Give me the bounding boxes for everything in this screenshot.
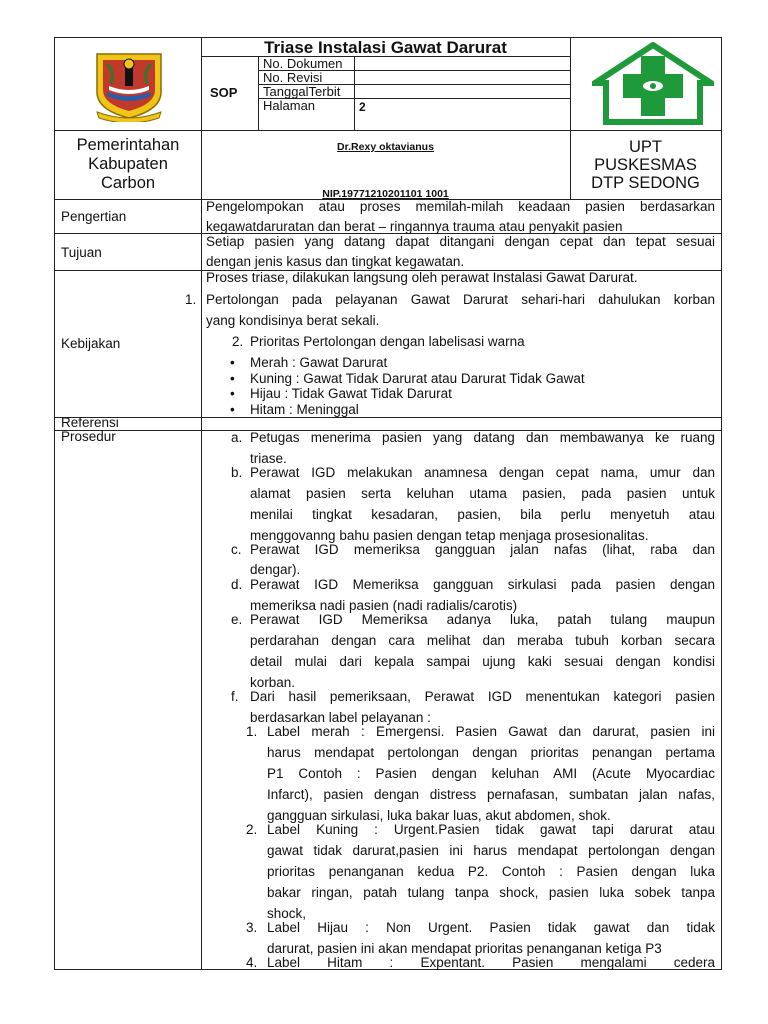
label-item-line: P1 Contoh : Pasien dengan keluhan AMI (Acute Myocardiac	[267, 766, 715, 781]
prosedur-line: dengar).	[250, 562, 301, 577]
prosedur-marker: e.	[231, 612, 243, 627]
section-label-kebijakan: Kebijakan	[61, 336, 121, 351]
tujuan-line: dengan jenis kasus dan tingkat kegawatan.	[206, 254, 465, 269]
prosedur-line: korban.	[250, 675, 296, 690]
prosedur-line: berdasarkan label pelayanan :	[250, 710, 431, 725]
prosedur-line: alamat pasien serta keluhan utama pasien, pada pasien untuk	[250, 486, 715, 501]
prosedur-line: Perawat IGD Memeriksa adanya luka, patah tulang maupun	[250, 612, 715, 627]
prosedur-line: perdarahan dengan cara melihat dan meraba tubuh korban secara	[250, 633, 715, 648]
label-item-line: shock,	[267, 906, 307, 921]
kebijakan-item-text: Prioritas Pertolongan dengan labelisasi warna	[250, 334, 525, 349]
document-title: Triase Instalasi Gawat Darurat	[264, 38, 507, 57]
pengertian-line: kegawatdaruratan dan berat – ringannya trauma atau penyakit pasien	[206, 219, 623, 234]
field-value-halaman: 2	[359, 100, 366, 114]
prosedur-marker: c.	[231, 542, 242, 557]
label-item-line: gangguan sirkulasi, luka bakar luas, akut abdomen, shok.	[267, 808, 611, 823]
row-line	[55, 417, 721, 418]
label-item-line: darurat, pasien ini akan mendapat prioritas penanganan ketiga P3	[267, 941, 662, 956]
puskesmas-name-line: DTP SEDONG	[591, 174, 700, 192]
kebijakan-item-line: yang kondisinya berat sekali.	[206, 313, 380, 328]
puskesmas-name-line: UPT	[629, 138, 662, 156]
body-column-divider	[201, 199, 202, 970]
prosedur-line: detail mulai dari kepala sampai ujung kaki sesuai dengan kondisi	[250, 654, 715, 669]
label-bullet-text: Kuning : Gawat Tidak Darurat atau Darurat Tidak Gawat	[250, 371, 585, 386]
field-label-no-dokumen: No. Dokumen	[263, 56, 343, 71]
signatory-nip: NIP.19771210201101 1001	[322, 188, 449, 200]
bullet-marker: •	[230, 371, 235, 386]
kebijakan-intro: Proses triase, dilakukan langsung oleh perawat Instalasi Gawat Darurat.	[206, 270, 638, 285]
regency-emblem-icon	[89, 48, 169, 122]
prosedur-line: menilai tingkat kesadaran, pasien, bila perlu menyetuh atau	[250, 507, 715, 522]
label-item-number: 1.	[246, 724, 258, 739]
org-name-line: Pemerintahan	[76, 136, 180, 154]
label-item-line: Label merah : Emergensi. Pasien Gawat dan darurat, pasien ini	[267, 724, 715, 739]
label-item-line: harus mendapat pertolongan dengan prioritas penangan pertama	[267, 745, 715, 760]
kebijakan-item-number: 1.	[185, 292, 197, 307]
field-label-tanggal-terbit: TanggalTerbit	[263, 84, 341, 99]
section-label-pengertian: Pengertian	[61, 209, 127, 224]
prosedur-line: Petugas menerima pasien yang datang dan membawanya ke ruang	[250, 430, 715, 445]
prosedur-line: Perawat IGD memeriksa gangguan jalan nafas (lihat, raba dan	[250, 542, 715, 557]
header-row-line	[55, 130, 721, 131]
prosedur-marker: d.	[231, 577, 243, 592]
field-label-halaman: Halaman	[263, 98, 316, 113]
prosedur-line: Dari hasil pemeriksaan, Perawat IGD menentukan kategori pasien	[250, 689, 715, 704]
signatory-name: Dr.Rexy oktavianus	[337, 141, 434, 153]
field-label-no-revisi: No. Revisi	[263, 70, 323, 85]
prosedur-line: triase.	[250, 451, 287, 466]
puskesmas-cross-icon	[592, 42, 714, 126]
label-item-line: prioritas penanganan kedua P2. Contoh : Pasien dengan luka	[267, 864, 715, 879]
tujuan-line: Setiap pasien yang datang dapat ditangani dengan cepat dan tepat sesuai	[206, 234, 715, 249]
label-item-number: 2.	[246, 822, 258, 837]
kebijakan-item-number: 2.	[232, 334, 244, 349]
label-item-line: Label Hitam : Expentant. Pasien mengalami cedera	[267, 955, 715, 970]
puskesmas-name-line: PUSKESMAS	[594, 156, 697, 174]
prosedur-line: memeriksa nadi pasien (nadi radialis/carotis)	[250, 598, 518, 613]
bullet-marker: •	[230, 402, 235, 417]
prosedur-marker: b.	[231, 465, 243, 480]
bullet-marker: •	[230, 386, 235, 401]
pengertian-line: Pengelompokan atau proses memilah-milah keadaan pasien berdasarkan	[206, 199, 715, 214]
label-item-line: Label Kuning : Urgent.Pasien tidak gawat tapi darurat atau	[267, 822, 715, 837]
sop-divider	[258, 56, 259, 130]
prosedur-marker: a.	[231, 430, 243, 445]
label-bullet-text: Hijau : Tidak Gawat Tidak Darurat	[250, 386, 452, 401]
section-label-tujuan: Tujuan	[61, 245, 102, 260]
sop-document	[54, 37, 722, 970]
label-bullet-text: Merah : Gawat Darurat	[250, 355, 388, 370]
org-name-line: Carbon	[100, 174, 156, 192]
kebijakan-item-line: Pertolongan pada pelayanan Gawat Darurat sehari-hari dahulukan korban	[206, 292, 715, 307]
label-bullet-text: Hitam : Meninggal	[250, 402, 359, 417]
section-label-prosedur: Prosedur	[61, 429, 116, 444]
prosedur-marker: f.	[231, 689, 239, 704]
label-item-number: 3.	[246, 920, 258, 935]
label-item-number: 4.	[246, 955, 258, 970]
org-name-line: Kabupaten	[88, 155, 168, 173]
prosedur-line: menggovanng bahu pasien dengan tetap menjaga prosesionalitas.	[250, 528, 649, 543]
sop-label: SOP	[210, 85, 238, 100]
bullet-marker: •	[230, 355, 235, 370]
label-item-line: gawat tidak darurat,pasien ini harus mendapat pertolongan dengan	[267, 843, 715, 858]
label-item-line: Label Hijau : Non Urgent. Pasien tidak gawat dan tidak	[267, 920, 715, 935]
prosedur-line: Perawat IGD Memeriksa gangguan sirkulasi pada pasien dengan	[250, 577, 715, 592]
label-item-line: Infarct), pasien dengan distress pernafasan, sumbatan jalan nafas,	[267, 787, 715, 802]
field-divider	[354, 56, 355, 130]
prosedur-line: Perawat IGD melakukan anamnesa dengan cepat nama, umur dan	[250, 465, 715, 480]
section-label-referensi: Referensi	[61, 415, 119, 430]
label-item-line: bakar ringan, patah tulang tanpa shock, pasien luka sobek tanpa	[267, 885, 715, 900]
